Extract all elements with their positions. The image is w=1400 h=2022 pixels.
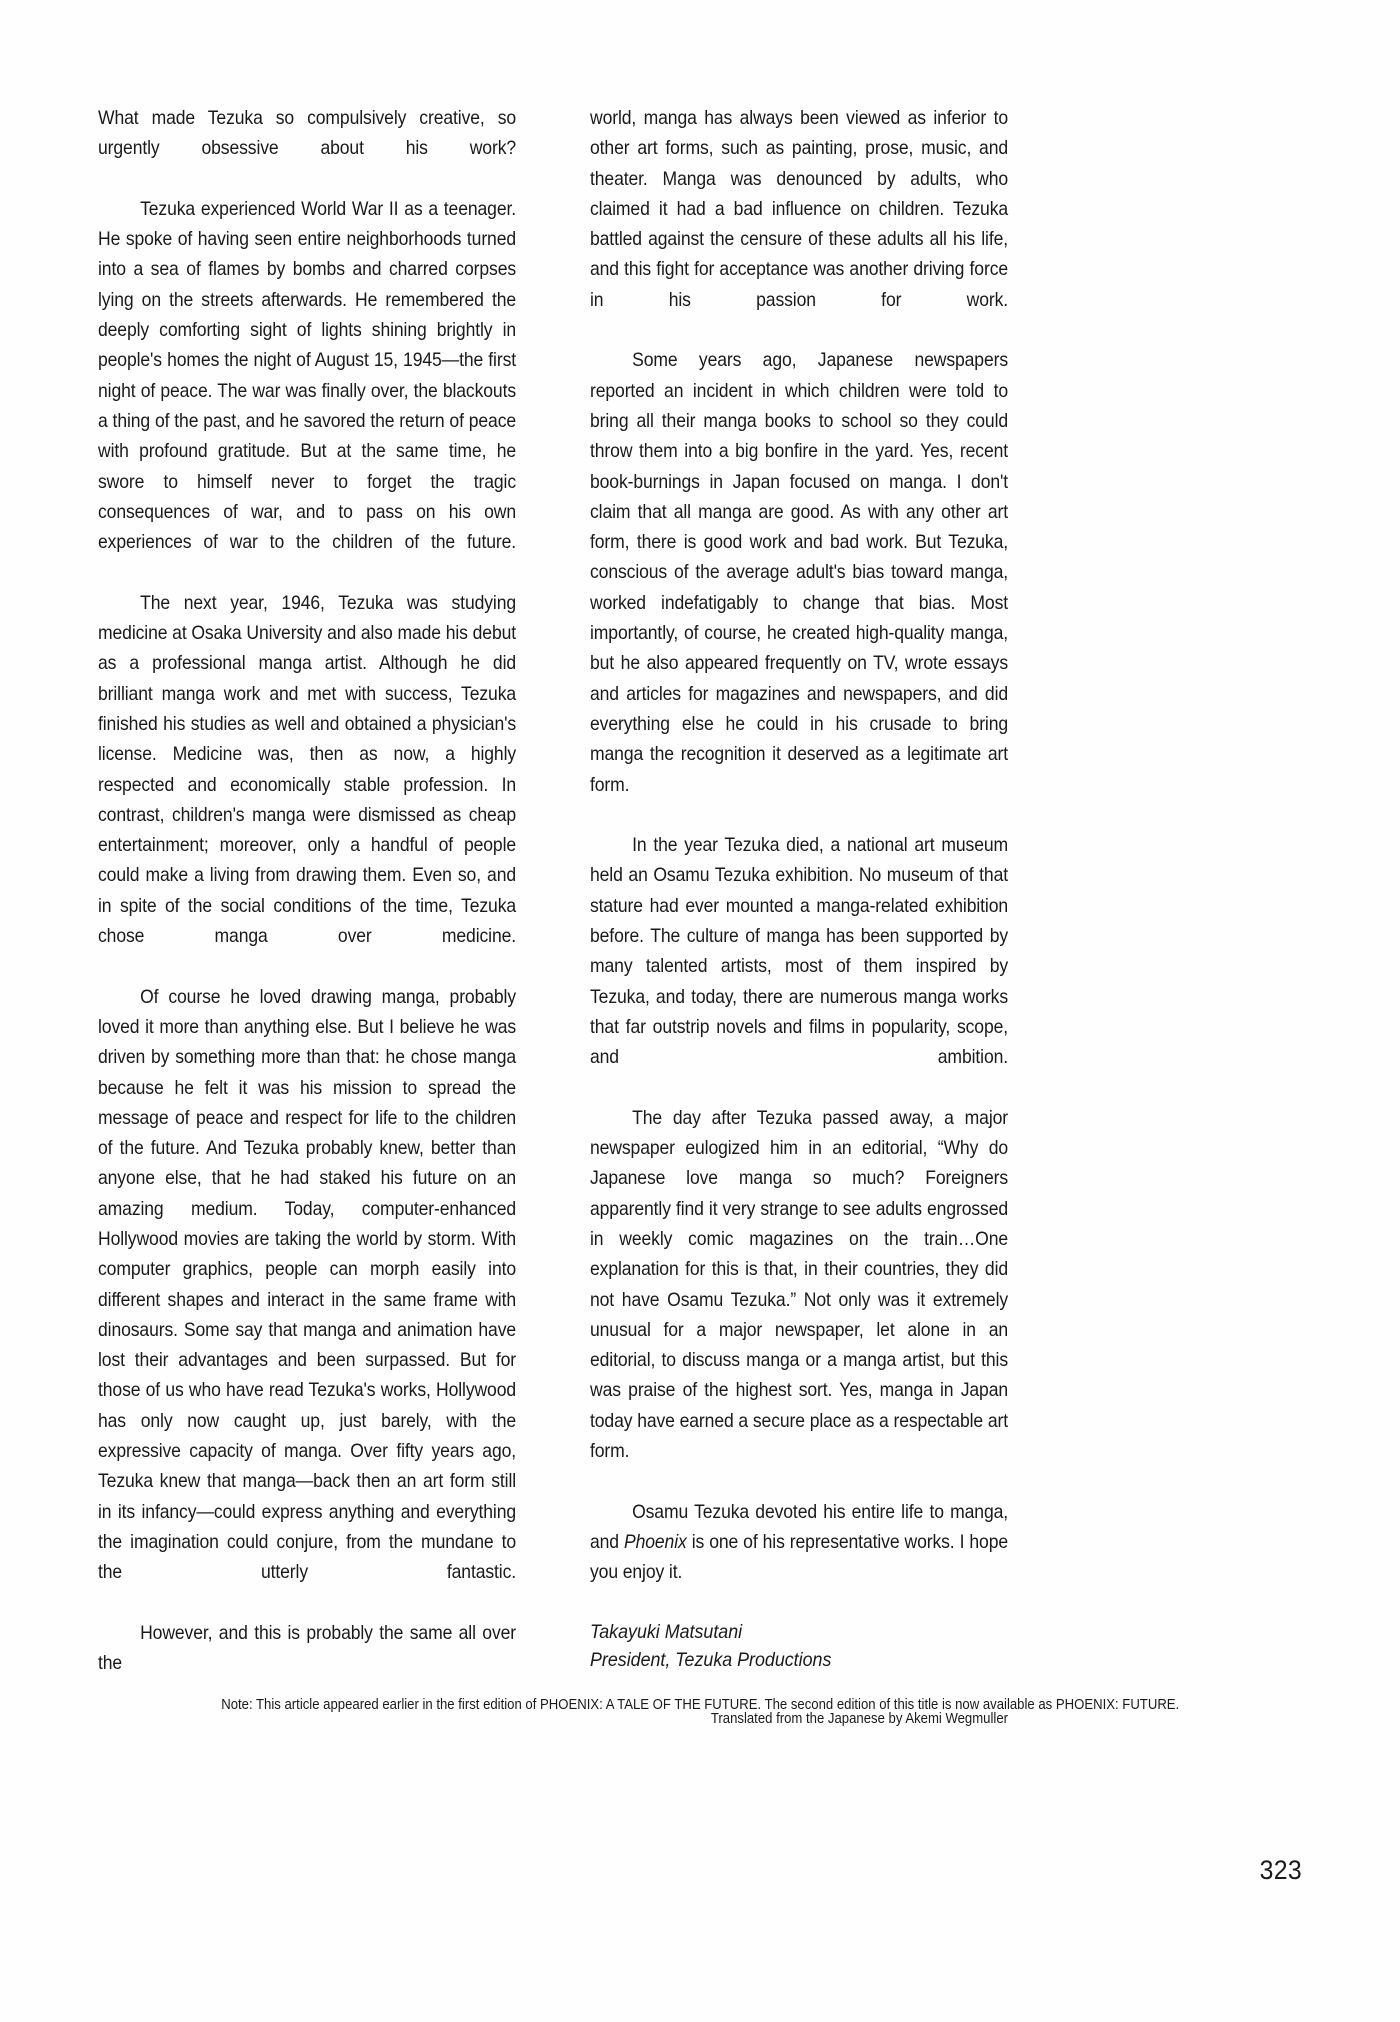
two-column-text-body [98,104,1302,1729]
page-number: 323 [1259,1855,1302,1885]
paragraph-continued-to-right-column: However, and this is probably the same all over the [98,1622,517,1675]
paragraph: The next year, 1946, Tezuka was studying medicine at Osaka University and also made his debut as a professional manga artist. Although he did brilliant manga work and met with success, Tezuka finished his studies as well and obtained a physician's license. Medicine was, then as now, a highly respected and economically stable profession. In contrast, children's manga were dismissed as cheap entertainment; moreover, only a handful of people could make a living from drawing them. Even so, and in spite of the social conditions of the time, Tezuka chose manga over medicine. [98,592,517,948]
paragraph: Some years ago, Japanese newspapers reported an incident in which children were told to bring all their manga books to school so they could throw them into a big bonfire in the yard. Yes, recent book-burnings in Japan focused on manga. I don't claim that all manga are good. As with any other art form, there is good work and bad work. But Tezuka, conscious of the average adult's bias toward manga, worked indefatigably to change that bias. Most importantly, of course, he created high-quality manga, but he also appeared frequently on TV, wrote essays and articles for magazines and newspapers, and did everything else he could in his crusade to bring manga the recognition it deserved as a legitimate art form. [590,350,1009,796]
signature-name: Takayuki Matsutani [590,1621,743,1643]
right-column [590,104,1008,1729]
paragraph: Tezuka experienced World War II as a teenager. He spoke of having seen entire neighborhoods turned into a sea of flames by bombs and charred corpses lying on the streets afterwards. He remembered the deeply comforting sight of lights shining brightly in people's homes the night of August 15, 1945—the first night of peace. The war was finally over, the blackouts a thing of the past, and he savored the return of peace with profound gratitude. But at the same time, he swore to himself never to forget the tragic consequences of war, and to pass on his own experiences of war to the children of the future. [98,198,517,554]
paragraph: In the year Tezuka died, a national art museum held an Osamu Tezuka exhibition. No museum of that stature had ever mounted a manga-related exhibition before. The culture of manga has been supported by many talented artists, most of them inspired by Tezuka, and today, there are numerous manga works that far outstrip novels and films in popularity, scope, and ambition. [590,835,1009,1069]
translator-credit: Translated from the Japanese by Akemi Wegmuller [710,1710,1008,1727]
paragraph-closing: Osamu Tezuka devoted his entire life to manga, and Phoenix is one of his representative works. I hope you enjoy it. [590,1501,1009,1584]
work-title-phoenix: Phoenix [623,1531,687,1553]
paragraph: world, manga has always been viewed as inferior to other art forms, such as painting, prose, music, and theater. Manga was denounced by adults, who claimed it had a bad influence on children. Tezuka battled against the censure of these adults all his life, and this fight for acceptance was another driving force in his passion for work. [590,108,1009,311]
footnote-text: Note: This article appeared earlier in the first edition of PHOENIX: A TALE OF THE FUTURE. The second edition of this title is now available as PHOENIX: FUTURE. [221,1697,1179,1713]
signature-title: President, Tezuka Productions [590,1649,832,1671]
paragraph: What made Tezuka so compulsively creative, so urgently obsessive about his work? [98,108,517,160]
signature-block [590,1619,979,1675]
left-column [98,104,516,1729]
paragraph: Of course he loved drawing manga, probably loved it more than anything else. But I believe he was driven by something more than that: he chose manga because he felt it was his mission to spread the message of peace and respect for life to the children of the future. And Tezuka probably knew, better than anyone else, that he had staked his future on an amazing medium. Today, computer-enhanced Hollywood movies are taking the world by storm. With computer graphics, people can morph easily into different shapes and interact in the same frame with dinosaurs. Some say that manga and animation have lost their advantages and been surpassed. But for those of us who have read Tezuka's works, Hollywood has only now caught up, just barely, with the expressive capacity of manga. Over fifty years ago, Tezuka knew that manga—back then an art form still in its infancy—could express anything and everything the imagination could conjure, from the mundane to the utterly fantastic. [98,986,517,1584]
footnote [0,1695,1400,1715]
paragraph: The day after Tezuka passed away, a major newspaper eulogized him in an editorial, “Why do Japanese love manga so much? Foreigners apparently find it very strange to see adults engrossed in weekly comic magazines on the train…One explanation for this is that, in their countries, they did not have Osamu Tezuka.” Not only was it extremely unusual for a major newspaper, let alone in an editorial, to discuss manga or a manga artist, but this was praise of the highest sort. Yes, manga in Japan today have earned a secure place as a respectable art form. [590,1107,1009,1463]
